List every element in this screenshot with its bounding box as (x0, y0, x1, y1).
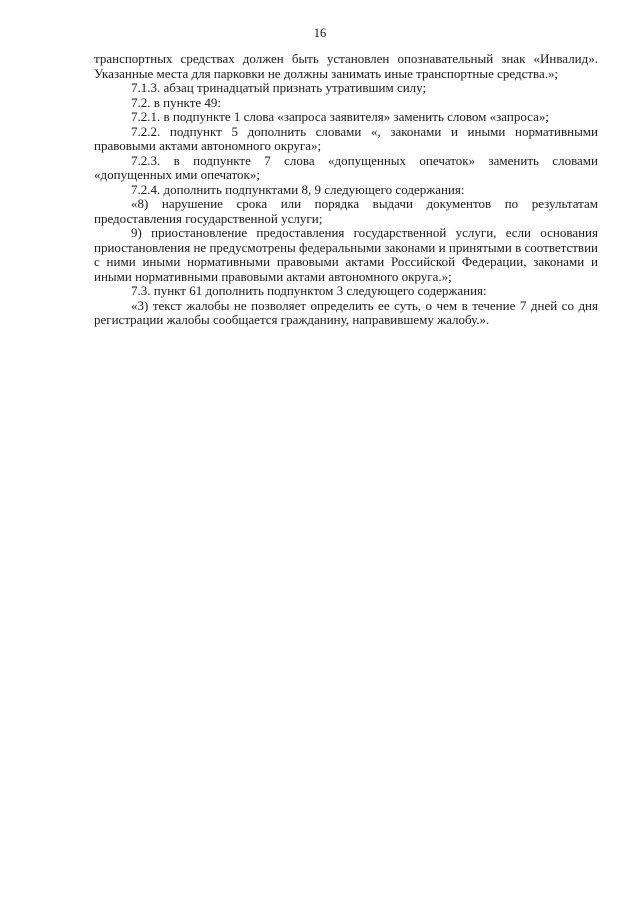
page-number: 16 (313, 26, 327, 40)
document-body (94, 52, 598, 328)
paragraph-continuation: транспортных средствах должен быть установлен опознавательный знак «Инвалид». Указанные места для парковки не должны занимать иные транспортные средства.»; (94, 51, 598, 81)
paragraph-7-2-2: 7.2.2. подпункт 5 дополнить словами «, законами и иными нормативными правовыми актами автономного округа»; (94, 123, 598, 153)
paragraph-subitem-3: «3) текст жалобы не позволяет определить ее суть, о чем в течение 7 дней со дня регистрации жалобы сообщается гражданину, направившему жалобу.». (94, 297, 598, 327)
paragraph-7-1-3: 7.1.3. абзац тринадцатый признать утратившим силу; (131, 80, 427, 95)
paragraph-7-2-1: 7.2.1. в подпункте 1 слова «запроса заявителя» заменить словом «запроса»; (131, 109, 549, 124)
paragraph-7-3: 7.3. пункт 61 дополнить подпунктом 3 следующего содержания: (131, 283, 487, 298)
paragraph-subitem-8: «8) нарушение срока или порядка выдачи документов по результатам предоставления государственной услуги; (94, 196, 598, 226)
paragraph-7-2-3: 7.2.3. в подпункте 7 слова «допущенных опечаток» заменить словами «допущенных ими опечаток»; (94, 152, 598, 182)
paragraph-7-2: 7.2. в пункте 49: (131, 94, 222, 110)
paragraph-7-2-4: 7.2.4. дополнить подпунктами 8, 9 следующего содержания: (131, 181, 465, 197)
paragraph-subitem-9: 9) приостановление предоставления государственной услуги, если основания приостановления не предусмотрены федеральными законами и принятыми в соответствии с ними иными нормативными правовыми актами Российской Федерации, законами и иными нормативными правовыми актами автономного округа.»; (94, 225, 598, 284)
